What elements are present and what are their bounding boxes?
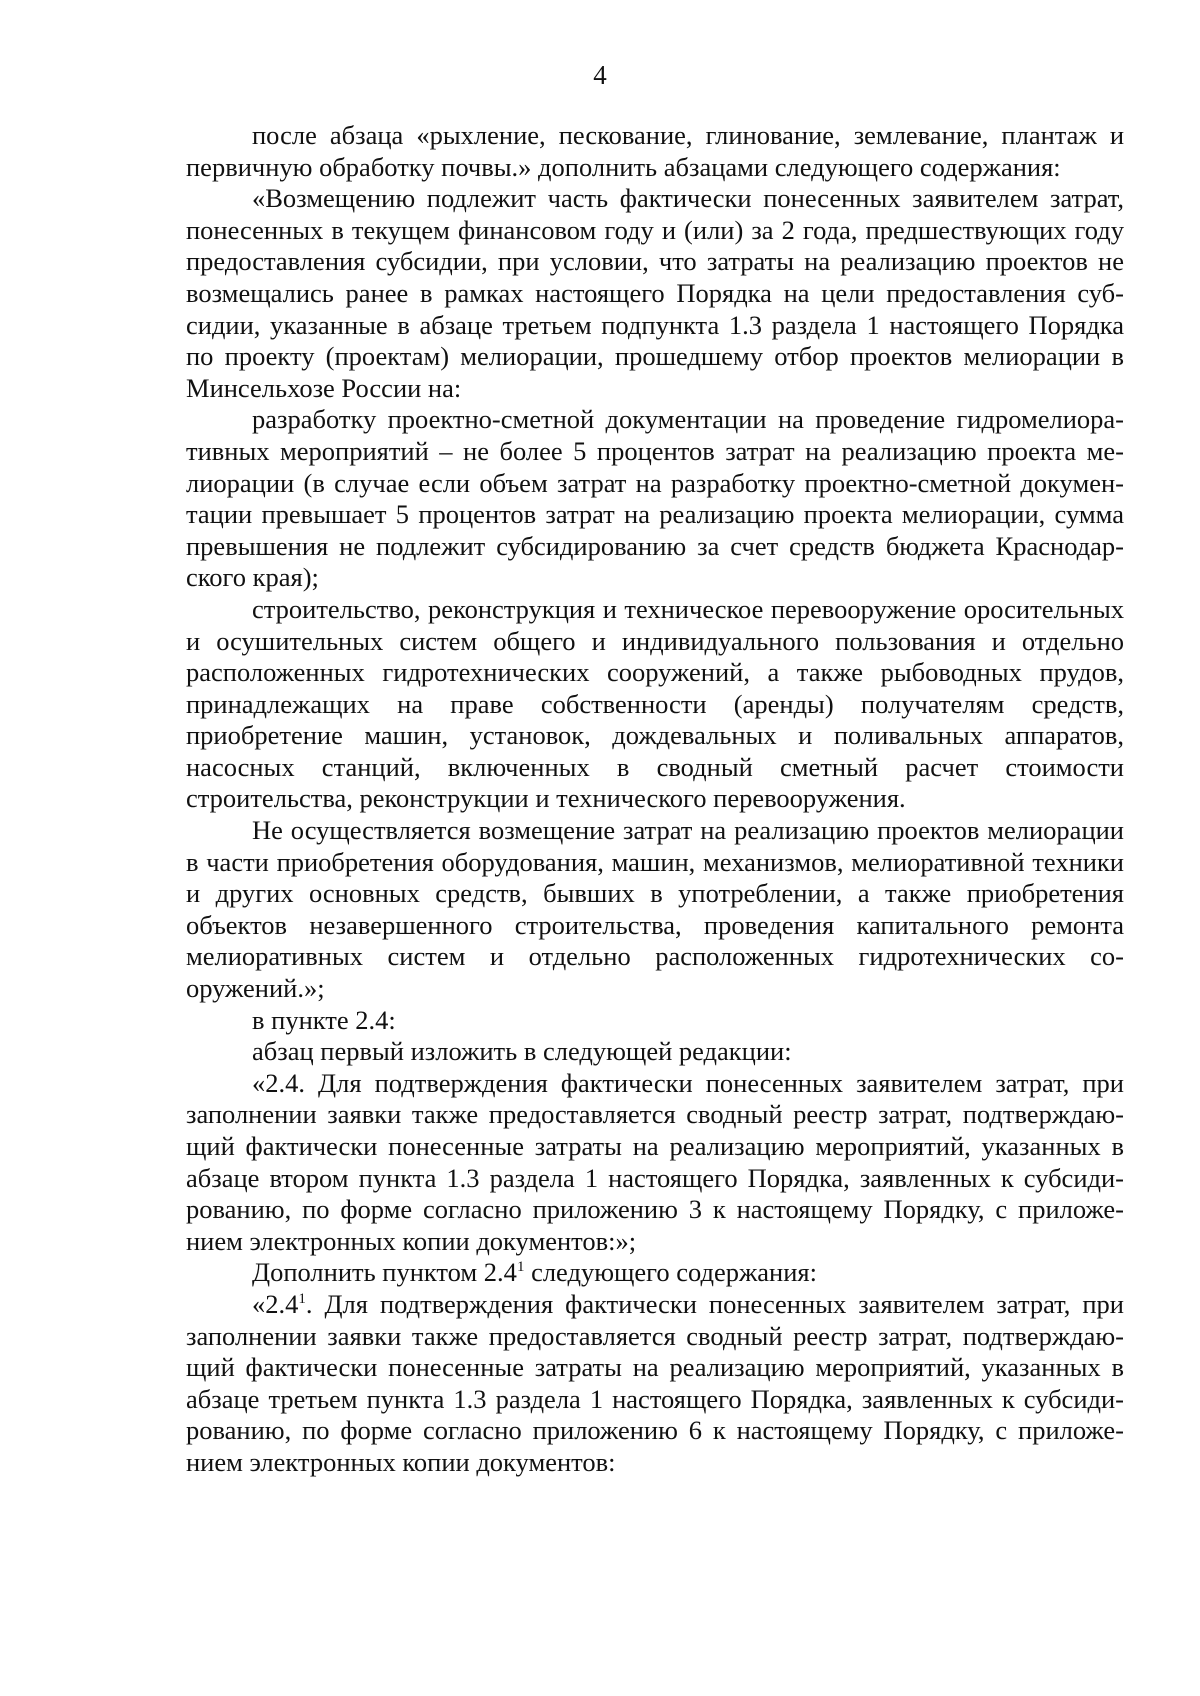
supplement-para-superscript: 1 (298, 1290, 306, 1307)
paragraph-first-abzac: абзац первый изложить в следующей редакции: (252, 1036, 792, 1067)
supplement-intro-before: Дополнить пунктом 2.4 (252, 1257, 517, 1288)
supplement-intro-after: следующего содержания: (524, 1257, 817, 1288)
paragraph-intro: после абзаца «рыхление, пескование, глинование, землевание, плантаж и первичную обработку почвы.» дополнить абзацами следующего содержания: (186, 120, 1124, 182)
paragraph-point-2-4: в пункте 2.4: (252, 1004, 396, 1035)
paragraph-2-4-1-text (186, 1289, 1124, 1479)
paragraph-compensation: «Возмещению подлежит часть фактически понесенных заявителем затрат, понесенных в текущем финансовом году и (или) за 2 года, предшествующих году предоставления субсидии, при условии, что затраты на реализацию проектов не возмещались ранее в рамках настоящего Порядка на цели предоставления субсидии, указанные в абзаце третьем подпункта 1.3 раздела 1 настоящего Порядка по проекту (проектам) мелиорации, прошедшему отбор проектов мелиорации в Минсельхозе России на: (186, 183, 1124, 403)
paragraph-exclusions: Не осуществляется возмещение затрат на реализацию проектов мелиорации в части приобретения оборудования, машин, механизмов, мелиоративной техники и других основных средств, бывших в употреблении, а также приобретения объектов незавершенного строительства, проведения капитального ремонта мелиоративных систем и отдельно расположенных гидротехнических сооружений.»; (186, 815, 1124, 1004)
paragraph-2-4-text: «2.4. Для подтверждения фактически понесенных заявителем затрат, при заполнении заявки также предоставляется сводный реестр затрат, подтверждающий фактически понесенные затраты на реализацию мероприятий, указанных в абзаце втором пункта 1.3 раздела 1 настоящего Порядка, заявленных к субсидированию, по форме согласно приложению 3 к настоящему Порядку, с приложением электронных копии документов:»; (186, 1067, 1124, 1256)
document-body (186, 120, 1124, 1479)
paragraph-supplement-intro (186, 1257, 1124, 1289)
paragraph-construction: строительство, реконструкция и техническое перевооружение оросительных и осушительных систем общего и индивидуального пользования и отдельно расположенных гидротехнических сооружений, а также рыбоводных прудов, принадлежащих на праве собственности (аренды) получателям средств, приобретение машин, установок, дождевальных и поливальных аппаратов, насосных станций, включенных в сводный сметный расчет стоимости строительства, реконструкции и технического перевооружения. (186, 593, 1124, 814)
paragraph-design-docs: разработку проектно-сметной документации на проведение гидромелиоративных мероприятий – не более 5 процентов затрат на реализацию проекта мелиорации (в случае если объем затрат на разработку проектно-сметной документации превышает 5 процентов затрат на реализацию проекта мелиорации, сумма превышения не подлежит субсидированию за счет средств бюджета Краснодарского края); (186, 404, 1124, 593)
page-number: 4 (593, 60, 607, 90)
supplement-para-after: . Для подтверждения фактически понесенных заявителем затрат, при заполнении заявки также предоставляется сводный реестр затрат, подтверждающий фактически понесенные затраты на реализацию мероприятий, указанных в абзаце третьем пункта 1.3 раздела 1 настоящего Порядка, заявленных к субсидированию, по форме согласно приложению 6 к настоящему Порядку, с приложением электронных копии документов: (186, 1288, 1124, 1477)
supplement-intro-superscript: 1 (516, 1259, 525, 1276)
supplement-para-before: «2.4 (252, 1288, 299, 1319)
